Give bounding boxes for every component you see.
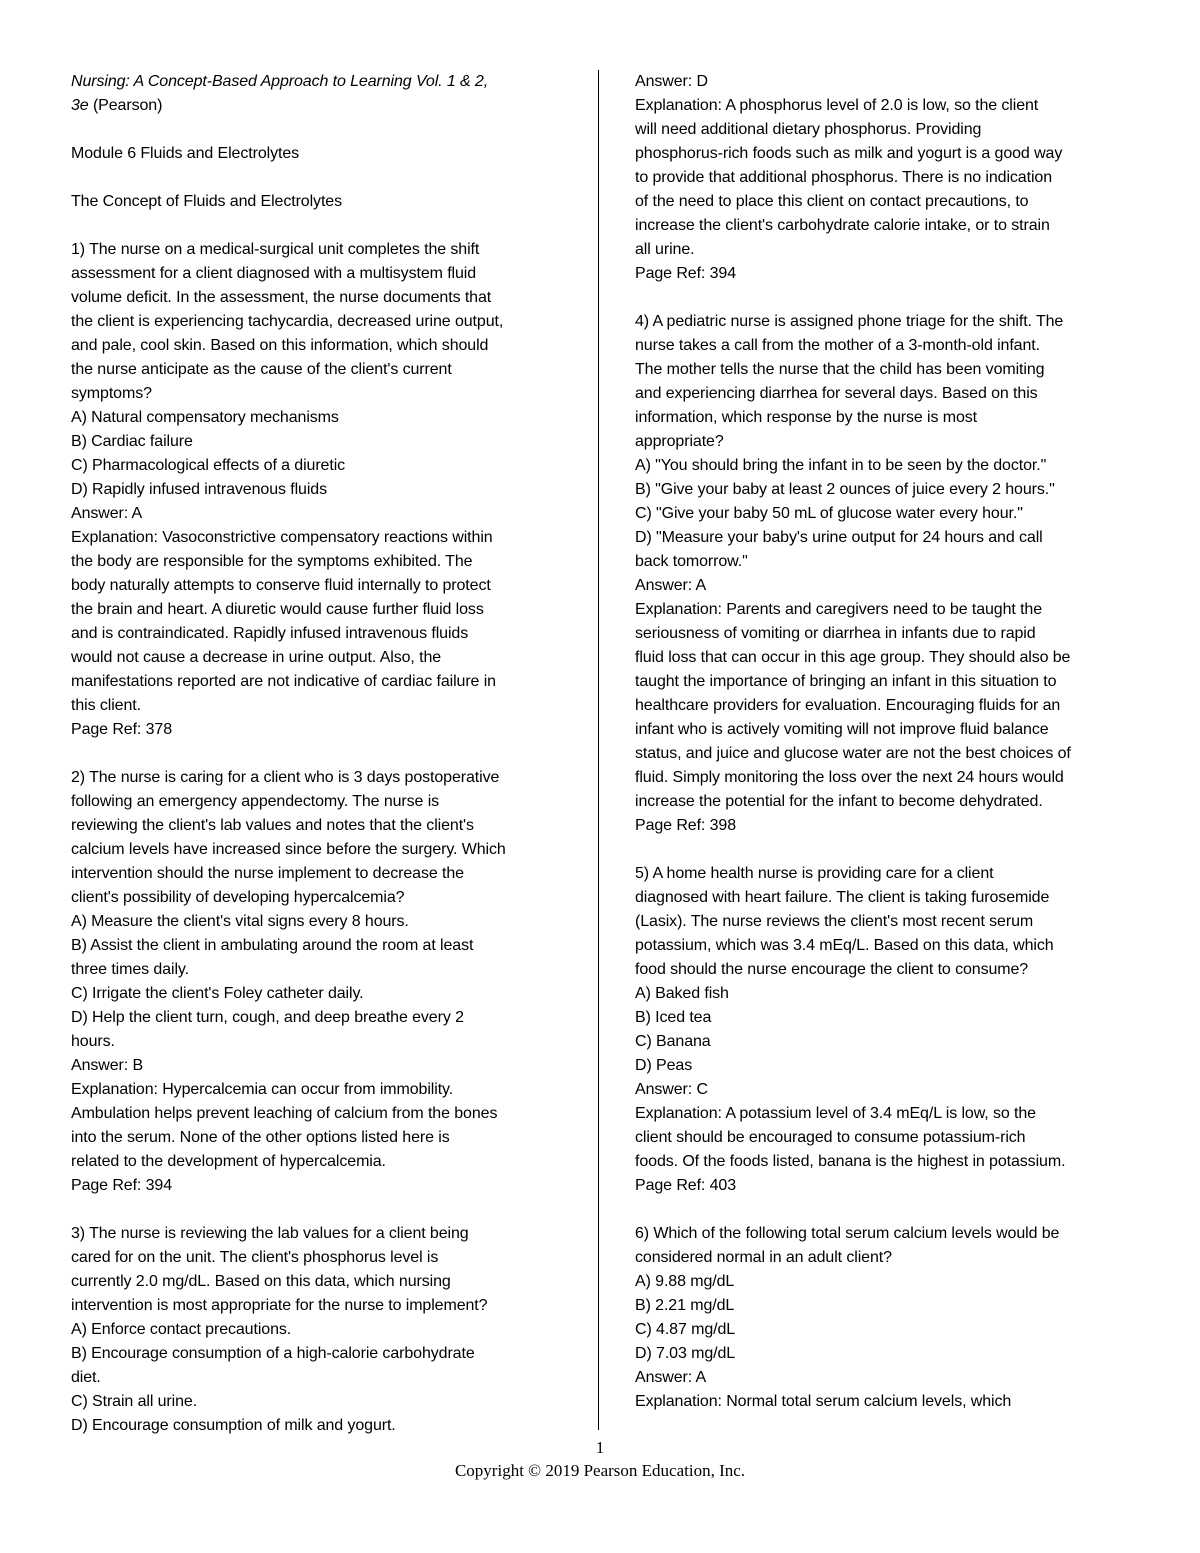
explanation-line: infant who is actively vomiting will not improve fluid balance xyxy=(635,721,1049,738)
answer-option: A) Enforce contact precautions. xyxy=(71,1321,292,1338)
book-edition: 3e xyxy=(71,97,89,114)
explanation-line: client should be encouraged to consume potassium-rich xyxy=(635,1129,1026,1146)
explanation-line: Explanation: Normal total serum calcium levels, which xyxy=(635,1393,1012,1410)
explanation-line: healthcare providers for evaluation. Encouraging fluids for an xyxy=(635,697,1061,714)
answer-option: A) Measure the client's vital signs every 8 hours. xyxy=(71,913,409,930)
question-stem-line: 3) The nurse is reviewing the lab values for a client being xyxy=(71,1225,469,1242)
answer-option: D) 7.03 mg/dL xyxy=(635,1345,736,1362)
explanation-line: Explanation: Vasoconstrictive compensatory reactions within xyxy=(71,529,493,546)
answer-option: C) "Give your baby 50 mL of glucose water every hour." xyxy=(635,505,1023,522)
answer-option: A) Baked fish xyxy=(635,985,729,1002)
question-3 xyxy=(71,1222,571,1438)
explanation-line: this client. xyxy=(71,697,141,714)
concept-title: The Concept of Fluids and Electrolytes xyxy=(71,193,343,210)
copyright-notice: Copyright © 2019 Pearson Education, Inc. xyxy=(454,1461,746,1480)
question-stem-line: cared for on the unit. The client's phosphorus level is xyxy=(71,1249,439,1266)
question-stem-line: diagnosed with heart failure. The client is taking furosemide xyxy=(635,889,1050,906)
question-stem-line: client's possibility of developing hypercalcemia? xyxy=(71,889,405,906)
answer-option: C) 4.87 mg/dL xyxy=(635,1321,736,1338)
question-stem-line: and experiencing diarrhea for several days. Based on this xyxy=(635,385,1038,402)
explanation-line: and is contraindicated. Rapidly infused intravenous fluids xyxy=(71,625,469,642)
explanation-line: seriousness of vomiting or diarrhea in infants due to rapid xyxy=(635,625,1036,642)
explanation-line: Ambulation helps prevent leaching of calcium from the bones xyxy=(71,1105,498,1122)
question-stem-line: and pale, cool skin. Based on this information, which should xyxy=(71,337,489,354)
explanation-line: Explanation: A potassium level of 3.4 mEq/L is low, so the xyxy=(635,1105,1036,1122)
answer-option: B) "Give your baby at least 2 ounces of juice every 2 hours." xyxy=(635,481,1055,498)
question-stem-line: 1) The nurse on a medical-surgical unit completes the shift xyxy=(71,241,480,258)
question-stem-line: the nurse anticipate as the cause of the client's current xyxy=(71,361,452,378)
explanation-line: phosphorus-rich foods such as milk and yogurt is a good way xyxy=(635,145,1063,162)
explanation-line: increase the client's carbohydrate calorie intake, or to strain xyxy=(635,217,1050,234)
question-stem-line: potassium, which was 3.4 mEq/L. Based on this data, which xyxy=(635,937,1054,954)
answer-key: Answer: B xyxy=(71,1057,144,1074)
answer-option: D) Rapidly infused intravenous fluids xyxy=(71,481,327,498)
explanation-line: will need additional dietary phosphorus. Providing xyxy=(635,121,982,138)
question-3-continued xyxy=(635,70,1140,286)
answer-option: B) Iced tea xyxy=(635,1009,712,1026)
answer-option: C) Strain all urine. xyxy=(71,1393,198,1410)
question-stem-line: considered normal in an adult client? xyxy=(635,1249,892,1266)
question-stem-line: food should the nurse encourage the client to consume? xyxy=(635,961,1029,978)
explanation-line: status, and juice and glucose water are not the best choices of xyxy=(635,745,1071,762)
explanation-line: foods. Of the foods listed, banana is the highest in potassium. xyxy=(635,1153,1066,1170)
question-stem-line: 6) Which of the following total serum calcium levels would be xyxy=(635,1225,1060,1242)
answer-key: Answer: A xyxy=(635,1369,707,1386)
explanation-line: Explanation: Parents and caregivers need to be taught the xyxy=(635,601,1043,618)
explanation-line: taught the importance of bringing an infant in this situation to xyxy=(635,673,1057,690)
page-ref: Page Ref: 394 xyxy=(71,1177,172,1194)
answer-option: C) Irrigate the client's Foley catheter daily. xyxy=(71,985,364,1002)
question-stem-line: reviewing the client's lab values and notes that the client's xyxy=(71,817,474,834)
book-publisher: (Pearson) xyxy=(88,97,163,114)
answer-option: C) Pharmacological effects of a diuretic xyxy=(71,457,346,474)
question-stem-line: intervention is most appropriate for the nurse to implement? xyxy=(71,1297,488,1314)
column-divider xyxy=(598,70,599,1430)
question-1 xyxy=(71,238,571,742)
question-stem-line: currently 2.0 mg/dL. Based on this data, which nursing xyxy=(71,1273,451,1290)
answer-option: B) Encourage consumption of a high-calorie carbohydrate xyxy=(71,1345,475,1362)
explanation-line: related to the development of hypercalcemia. xyxy=(71,1153,386,1170)
question-stem-line: 4) A pediatric nurse is assigned phone triage for the shift. The xyxy=(635,313,1064,330)
explanation-line: the body are responsible for the symptoms exhibited. The xyxy=(71,553,473,570)
question-6 xyxy=(635,1222,1140,1414)
question-stem-line: the client is experiencing tachycardia, decreased urine output, xyxy=(71,313,504,330)
answer-option: three times daily. xyxy=(71,961,189,978)
question-stem-line: appropriate? xyxy=(635,433,724,450)
answer-option: A) "You should bring the infant in to be seen by the doctor." xyxy=(635,457,1047,474)
explanation-line: Explanation: A phosphorus level of 2.0 is low, so the client xyxy=(635,97,1039,114)
question-stem-line: The mother tells the nurse that the child has been vomiting xyxy=(635,361,1045,378)
answer-option: back tomorrow." xyxy=(635,553,748,570)
answer-option: C) Banana xyxy=(635,1033,711,1050)
explanation-line: body naturally attempts to conserve fluid internally to protect xyxy=(71,577,491,594)
explanation-line: increase the potential for the infant to become dehydrated. xyxy=(635,793,1043,810)
explanation-line: would not cause a decrease in urine output. Also, the xyxy=(71,649,442,666)
page-ref: Page Ref: 398 xyxy=(635,817,736,834)
answer-option: B) Assist the client in ambulating around the room at least xyxy=(71,937,474,954)
answer-option: diet. xyxy=(71,1369,101,1386)
question-5 xyxy=(635,862,1140,1198)
question-stem-line: (Lasix). The nurse reviews the client's most recent serum xyxy=(635,913,1034,930)
question-stem-line: following an emergency appendectomy. The nurse is xyxy=(71,793,440,810)
page-number: 1 xyxy=(595,1438,605,1457)
explanation-line: the brain and heart. A diuretic would cause further fluid loss xyxy=(71,601,484,618)
left-column xyxy=(71,70,571,1438)
explanation-line: into the serum. None of the other options listed here is xyxy=(71,1129,450,1146)
answer-option: D) Encourage consumption of milk and yogurt. xyxy=(71,1417,396,1434)
question-4 xyxy=(635,310,1140,838)
page-ref: Page Ref: 378 xyxy=(71,721,172,738)
explanation-line: Explanation: Hypercalcemia can occur from immobility. xyxy=(71,1081,454,1098)
question-stem-line: nurse takes a call from the mother of a 3-month-old infant. xyxy=(635,337,1040,354)
book-title-line2 xyxy=(71,94,571,118)
question-2 xyxy=(71,766,571,1198)
answer-key: Answer: D xyxy=(635,73,708,90)
explanation-line: all urine. xyxy=(635,241,695,258)
question-stem-line: calcium levels have increased since before the surgery. Which xyxy=(71,841,506,858)
explanation-line: fluid loss that can occur in this age group. They should also be xyxy=(635,649,1071,666)
page-ref: Page Ref: 394 xyxy=(635,265,736,282)
answer-option: hours. xyxy=(71,1033,115,1050)
answer-option: A) 9.88 mg/dL xyxy=(635,1273,735,1290)
answer-option: B) Cardiac failure xyxy=(71,433,193,450)
book-title-line1: Nursing: A Concept-Based Approach to Learning Vol. 1 & 2, xyxy=(71,73,489,90)
explanation-line: of the need to place this client on contact precautions, to xyxy=(635,193,1029,210)
answer-key: Answer: C xyxy=(635,1081,708,1098)
question-stem-line: information, which response by the nurse is most xyxy=(635,409,978,426)
explanation-line: to provide that additional phosphorus. There is no indication xyxy=(635,169,1052,186)
answer-key: Answer: A xyxy=(71,505,143,522)
question-stem-line: volume deficit. In the assessment, the nurse documents that xyxy=(71,289,492,306)
answer-option: D) Peas xyxy=(635,1057,693,1074)
answer-option: A) Natural compensatory mechanisms xyxy=(71,409,339,426)
explanation-line: fluid. Simply monitoring the loss over the next 24 hours would xyxy=(635,769,1064,786)
answer-key: Answer: A xyxy=(635,577,707,594)
question-stem-line: symptoms? xyxy=(71,385,152,402)
right-column xyxy=(635,70,1140,1414)
module-title: Module 6 Fluids and Electrolytes xyxy=(71,145,300,162)
question-stem-line: 5) A home health nurse is providing care for a client xyxy=(635,865,994,882)
question-stem-line: 2) The nurse is caring for a client who is 3 days postoperative xyxy=(71,769,500,786)
question-stem-line: assessment for a client diagnosed with a multisystem fluid xyxy=(71,265,477,282)
answer-option: D) "Measure your baby's urine output for 24 hours and call xyxy=(635,529,1043,546)
page-ref: Page Ref: 403 xyxy=(635,1177,736,1194)
question-stem-line: intervention should the nurse implement to decrease the xyxy=(71,865,464,882)
explanation-line: manifestations reported are not indicative of cardiac failure in xyxy=(71,673,496,690)
answer-option: B) 2.21 mg/dL xyxy=(635,1297,735,1314)
answer-option: D) Help the client turn, cough, and deep breathe every 2 xyxy=(71,1009,464,1026)
